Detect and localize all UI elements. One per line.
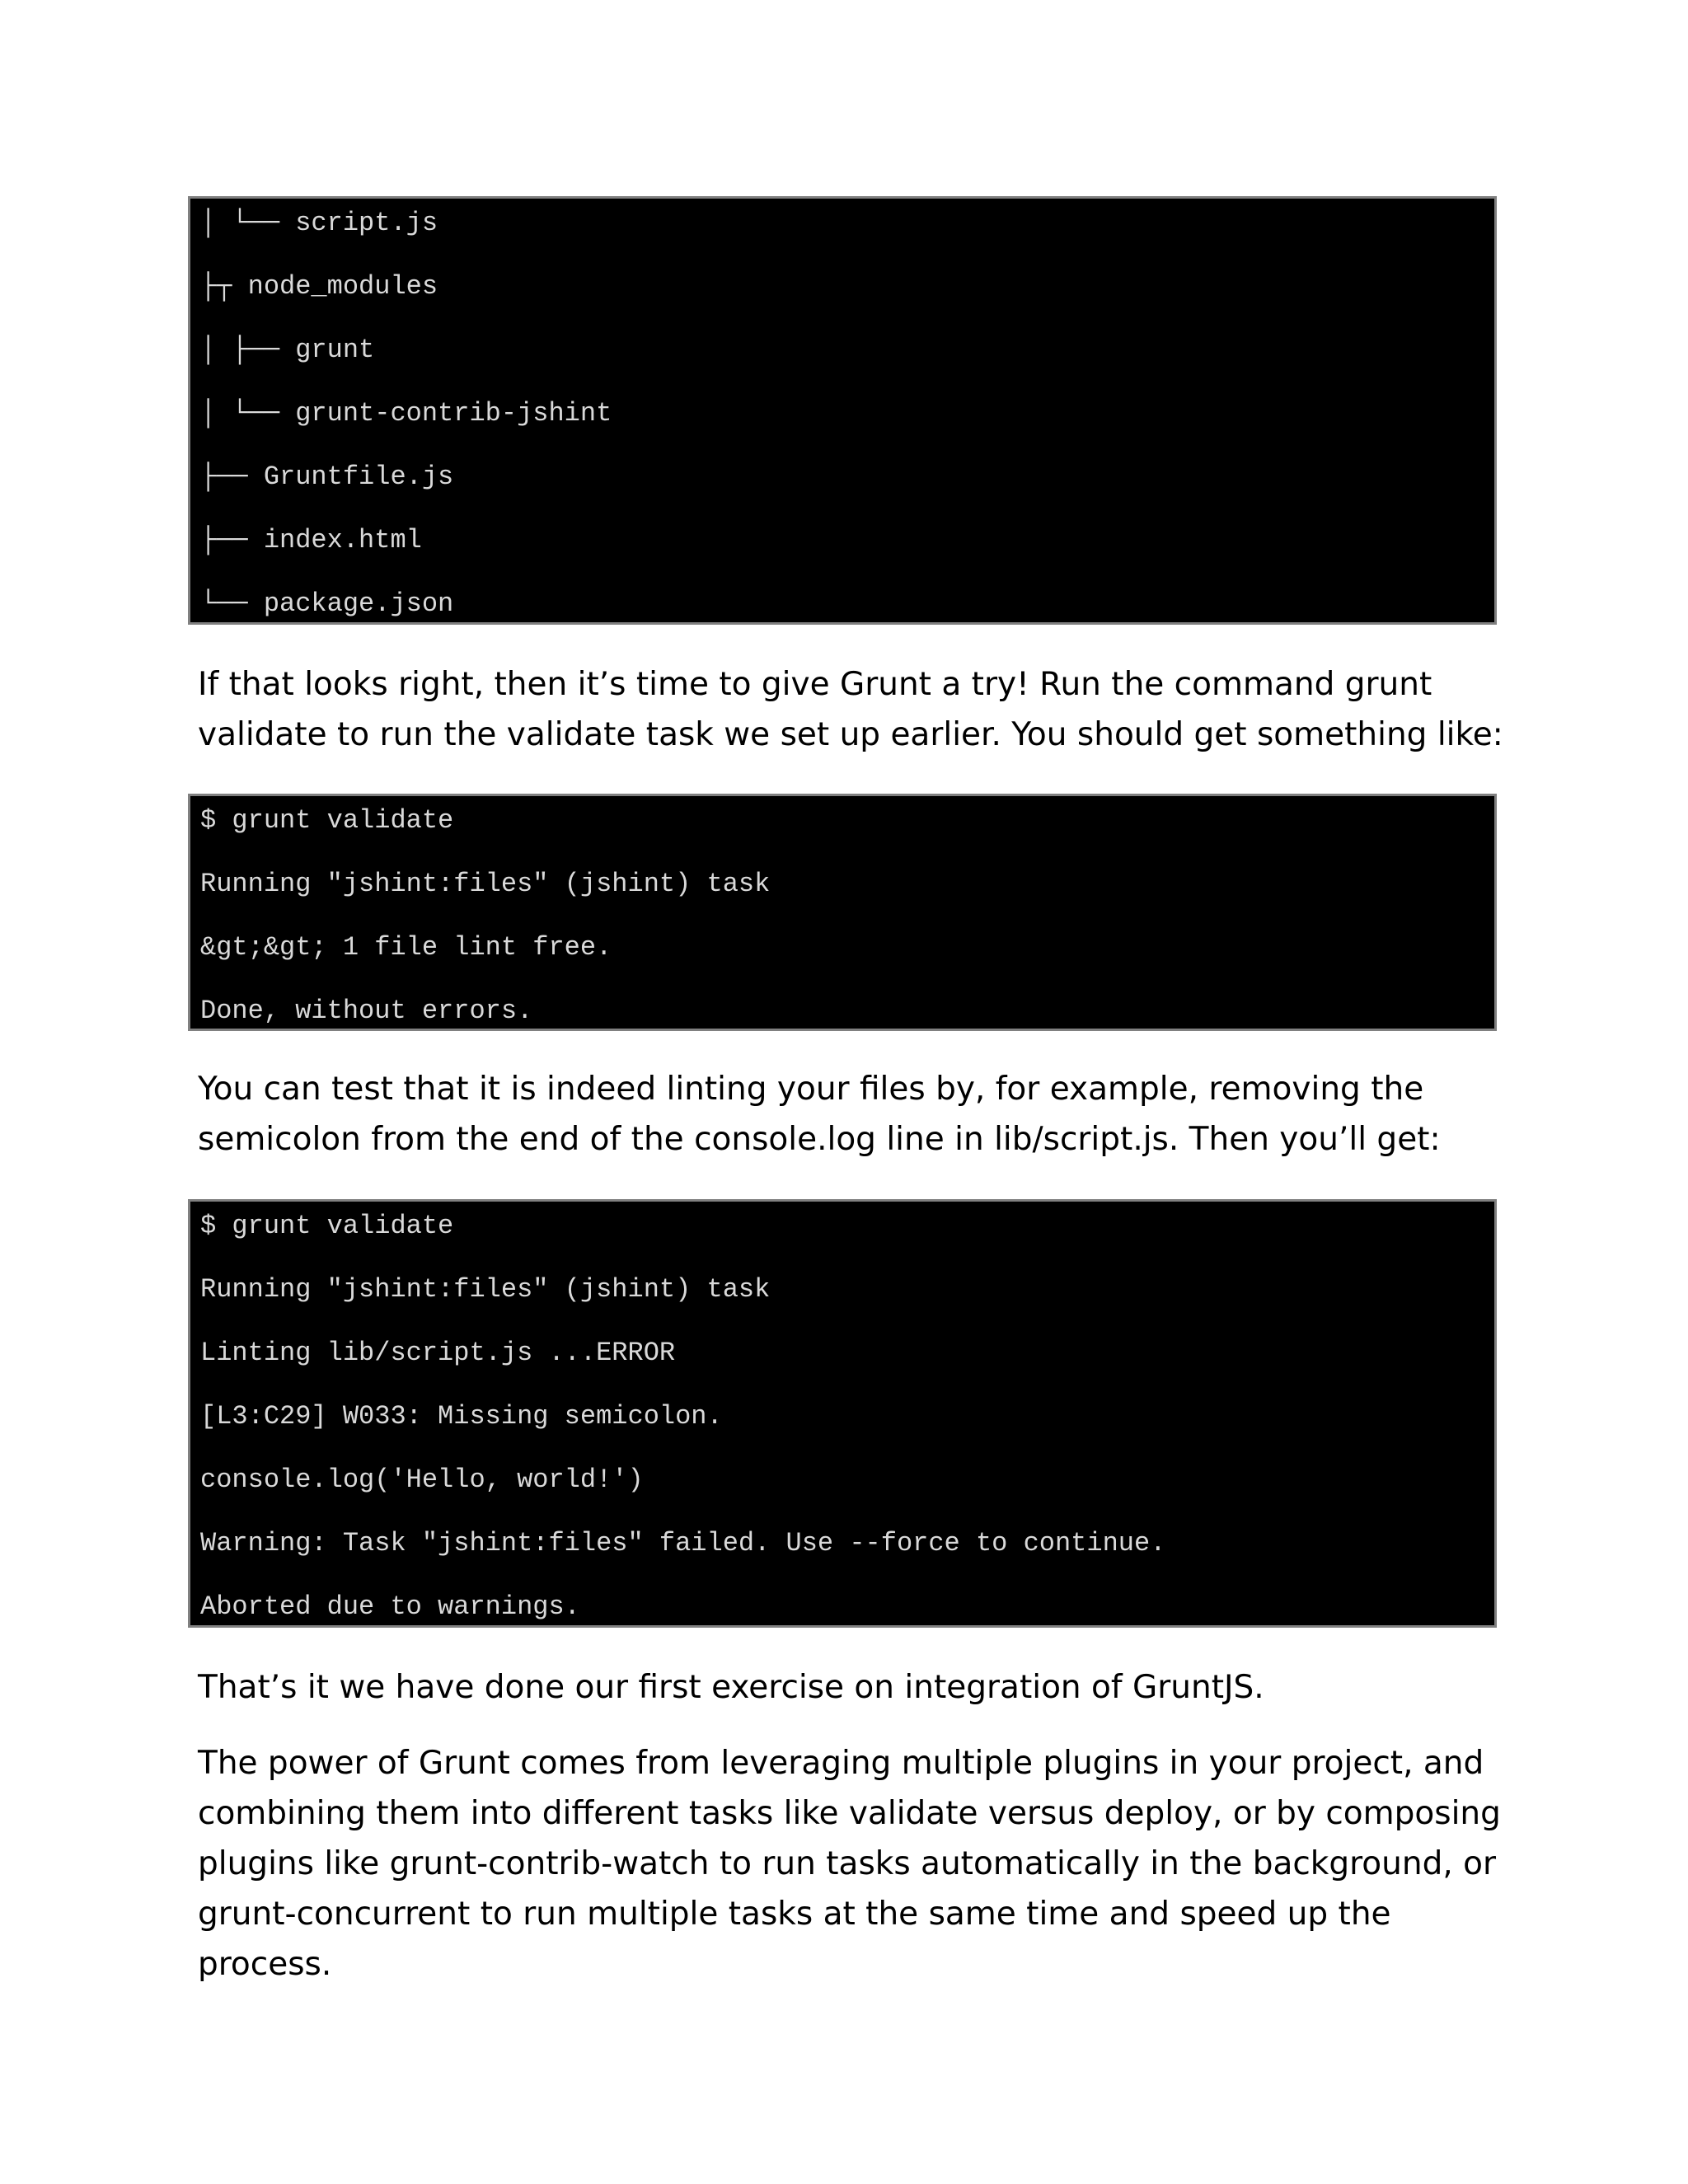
code-line: &gt;&gt; 1 file lint free. bbox=[200, 932, 612, 963]
code-block-directory-tree bbox=[188, 196, 1497, 625]
code-line: console.log('Hello, world!') bbox=[200, 1465, 644, 1495]
paragraph: The power of Grunt comes from leveraging multiple plugins in your project, and combining them into different tasks like validate versus deploy, or by composing plugins like grunt-contrib-watch to run tasks automatically in the background, or grunt-concurrent to run multiple tasks at the same time and speed up the process. bbox=[198, 1745, 1501, 1983]
code-line: Running "jshint:files" (jshint) task bbox=[200, 869, 771, 899]
code-line: │ └── script.js bbox=[200, 208, 438, 238]
paragraph: If that looks right, then it’s time to give Grunt a try! Run the command grunt validate to run the validate task we set up earlier. You should get something like: bbox=[198, 666, 1503, 753]
code-line: │ └── grunt-contrib-jshint bbox=[200, 398, 612, 429]
code-line: [L3:C29] W033: Missing semicolon. bbox=[200, 1401, 723, 1432]
code-line: Linting lib/script.js ...ERROR bbox=[200, 1338, 676, 1368]
code-line: Warning: Task "jshint:files" failed. Use --force to continue. bbox=[200, 1528, 1166, 1558]
code-line: Done, without errors. bbox=[200, 996, 533, 1026]
code-line: │ ├── grunt bbox=[200, 335, 375, 365]
code-block-validate-success bbox=[188, 794, 1497, 1031]
code-line: Aborted due to warnings. bbox=[200, 1591, 580, 1622]
code-line: ├── index.html bbox=[200, 525, 422, 555]
code-line: ├── Gruntfile.js bbox=[200, 462, 454, 492]
code-line: Running "jshint:files" (jshint) task bbox=[200, 1274, 771, 1305]
paragraph: You can test that it is indeed linting your files by, for example, removing the semicolon from the end of the console.log line in lib/script.js. Then you’ll get: bbox=[198, 1071, 1441, 1158]
code-line: └── package.json bbox=[200, 588, 454, 619]
code-line: $ grunt validate bbox=[200, 1211, 454, 1241]
paragraph: That’s it we have done our first exercise on integration of GruntJS. bbox=[198, 1669, 1264, 1706]
code-block-validate-error bbox=[188, 1199, 1497, 1628]
code-line: ├┬ node_modules bbox=[200, 271, 438, 302]
code-line: $ grunt validate bbox=[200, 805, 454, 836]
